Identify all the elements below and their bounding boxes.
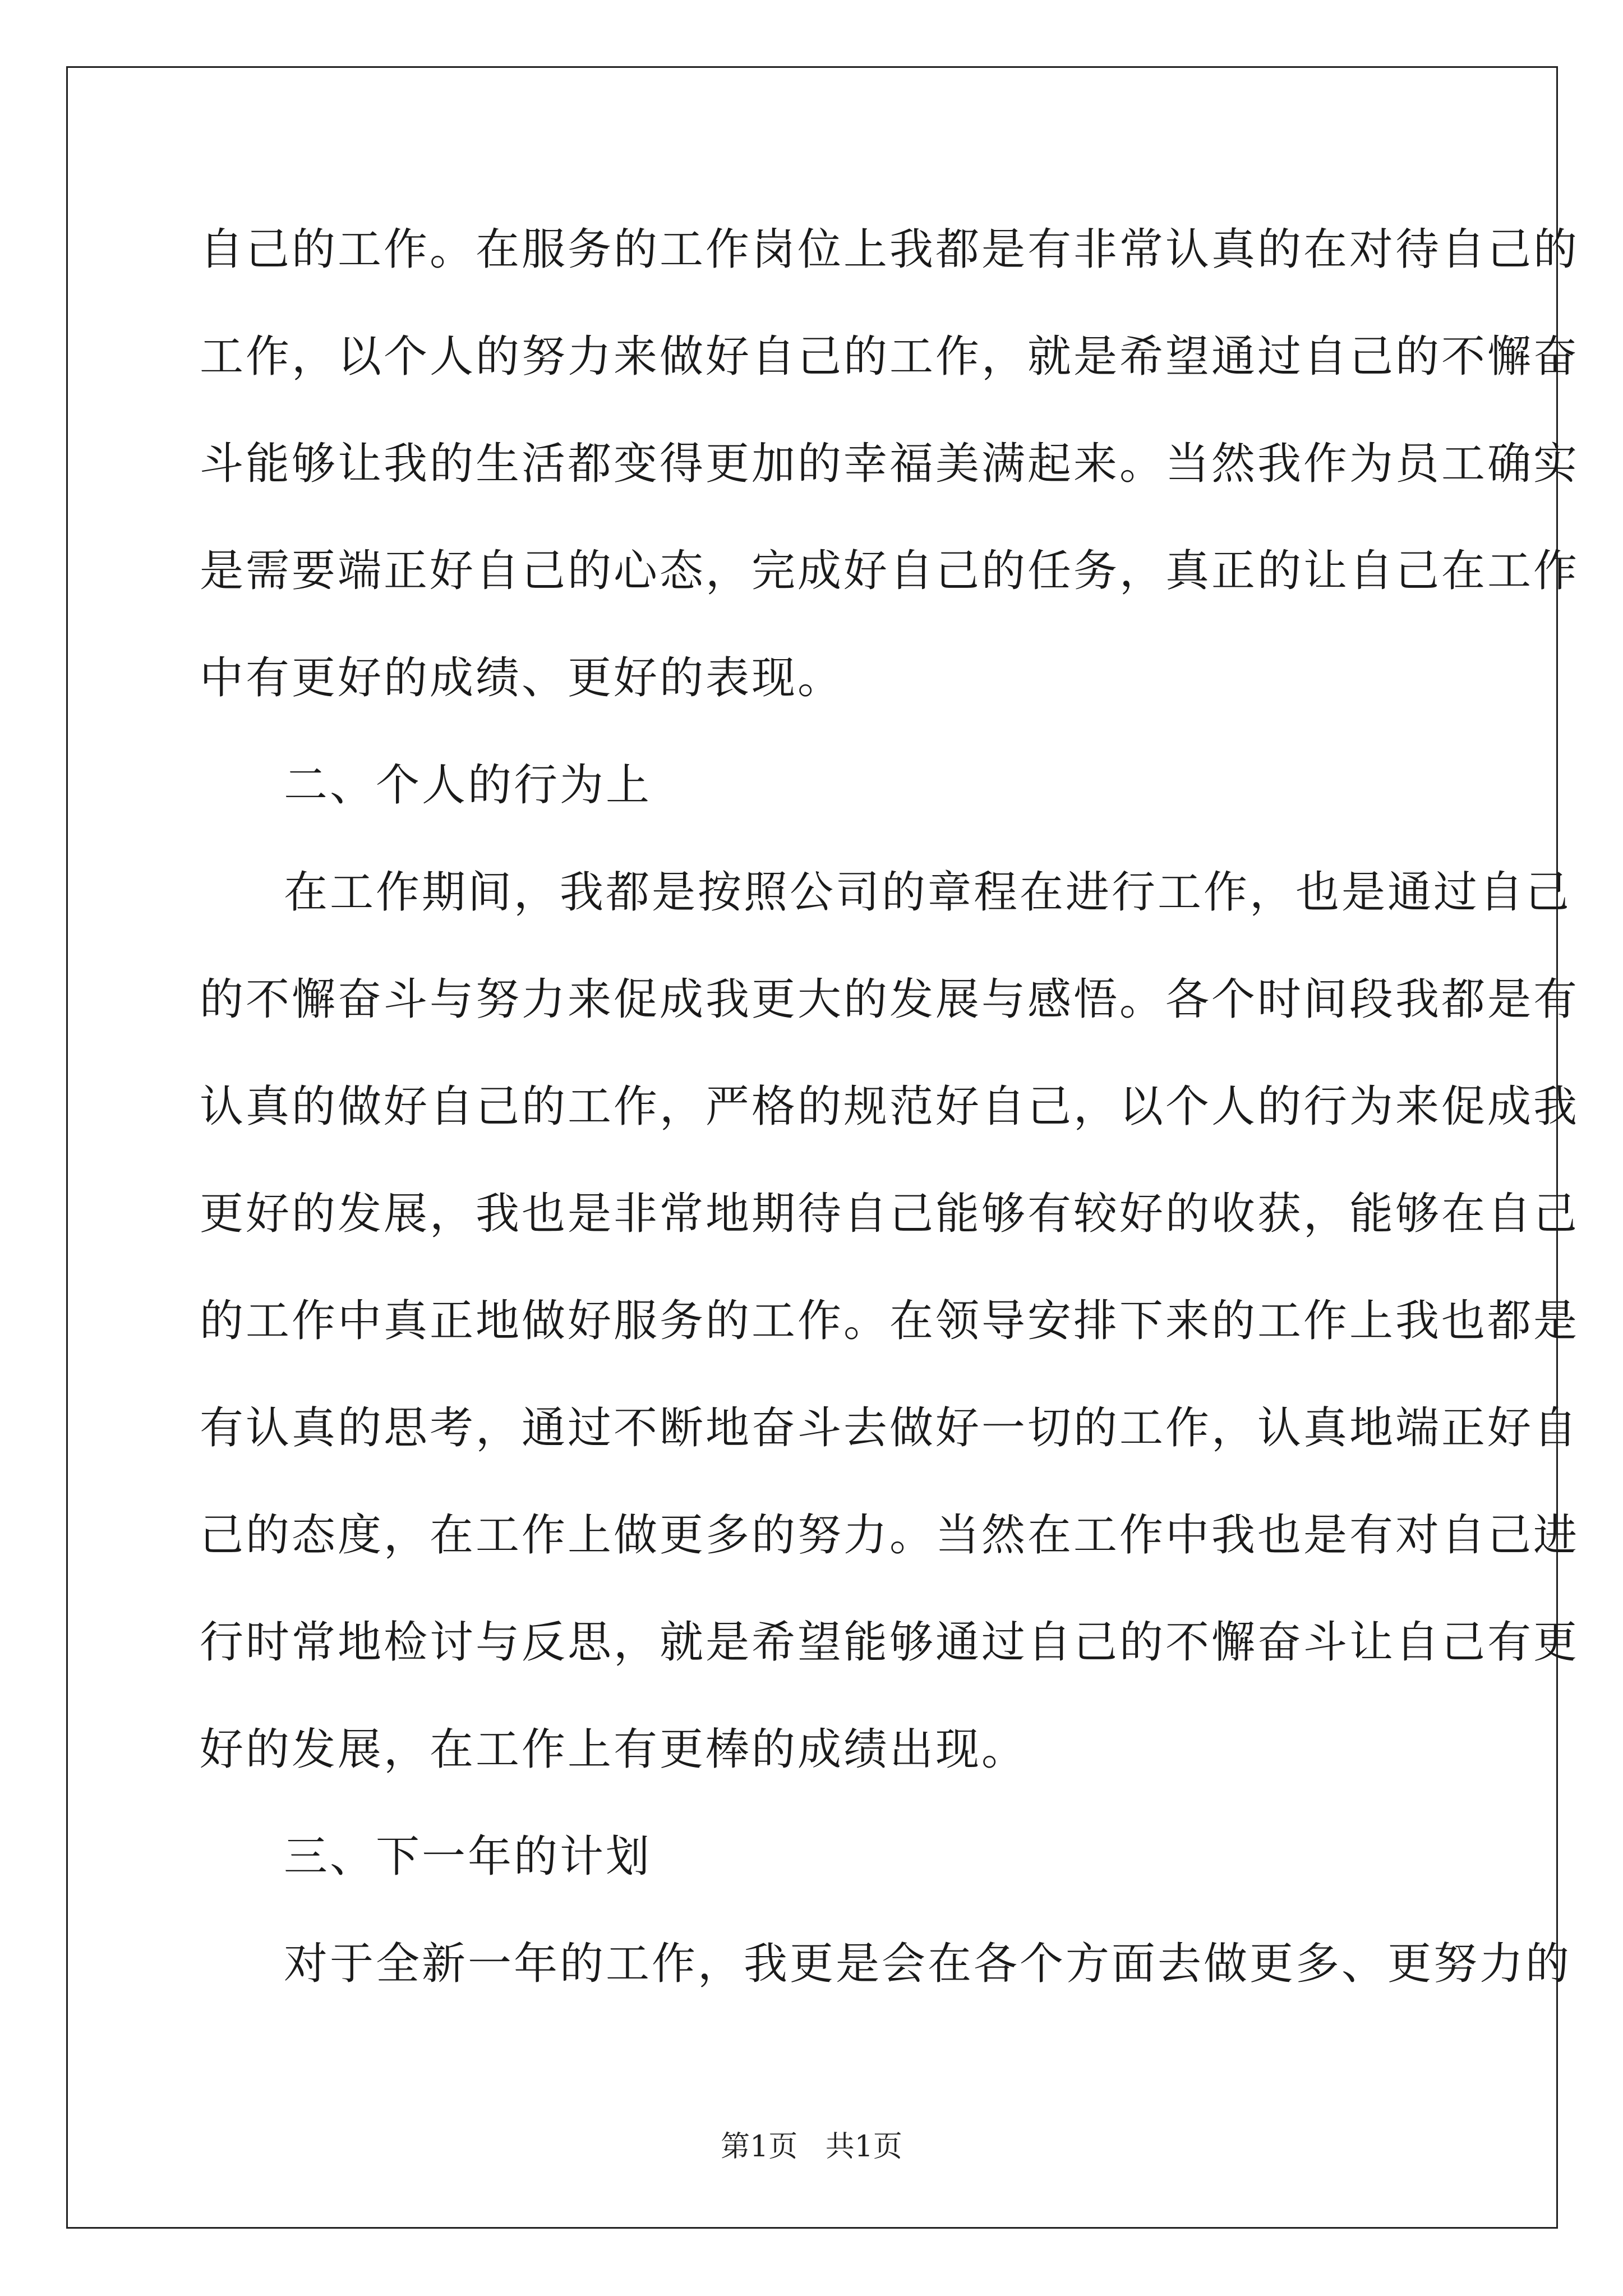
- document-body: [200, 216, 1580, 2037]
- paragraph-line: 更好的发展，我也是非常地期待自己能够有较好的收获，能够在自己: [200, 1189, 1580, 1239]
- paragraph-line: 对于全新一年的工作，我更是会在各个方面去做更多、更努力的: [284, 1939, 1572, 1989]
- paragraph-line: 的工作中真正地做好服务的工作。在领导安排下来的工作上我也都是: [200, 1296, 1580, 1346]
- paragraph-line: 己的态度，在工作上做更多的努力。当然在工作中我也是有对自己进: [200, 1510, 1580, 1561]
- paragraph-line: 的不懈奋斗与努力来促成我更大的发展与感悟。各个时间段我都是有: [200, 974, 1580, 1025]
- paragraph-line: 行时常地检讨与反思，就是希望能够通过自己的不懈奋斗让自己有更: [200, 1617, 1580, 1668]
- paragraph-line: 中有更好的成绩、更好的表现。: [200, 653, 844, 703]
- paragraph-line: 自己的工作。在服务的工作岗位上我都是有非常认真的在对待自己的: [200, 224, 1580, 275]
- section-heading: 二、个人的行为上: [284, 760, 652, 811]
- paragraph-line: 有认真的思考，通过不断地奋斗去做好一切的工作，认真地端正好自: [200, 1403, 1580, 1453]
- paragraph-line: 在工作期间，我都是按照公司的章程在进行工作，也是通过自己: [284, 867, 1572, 918]
- section-heading: 三、下一年的计划: [284, 1832, 652, 1882]
- paragraph-line: 斗能够让我的生活都变得更加的幸福美满起来。当然我作为员工确实: [200, 439, 1580, 489]
- paragraph-line: 工作，以个人的努力来做好自己的工作，就是希望通过自己的不懈奋: [200, 332, 1580, 382]
- page-footer: [0, 2127, 1623, 2166]
- paragraph-line: 好的发展，在工作上有更棒的成绩出现。: [200, 1724, 1028, 1775]
- paragraph-line: 是需要端正好自己的心态，完成好自己的任务，真正的让自己在工作: [200, 546, 1580, 596]
- paragraph-line: 认真的做好自己的工作，严格的规范好自己，以个人的行为来促成我: [200, 1082, 1580, 1132]
- page-number-label: 第1页 共1页: [721, 2130, 902, 2164]
